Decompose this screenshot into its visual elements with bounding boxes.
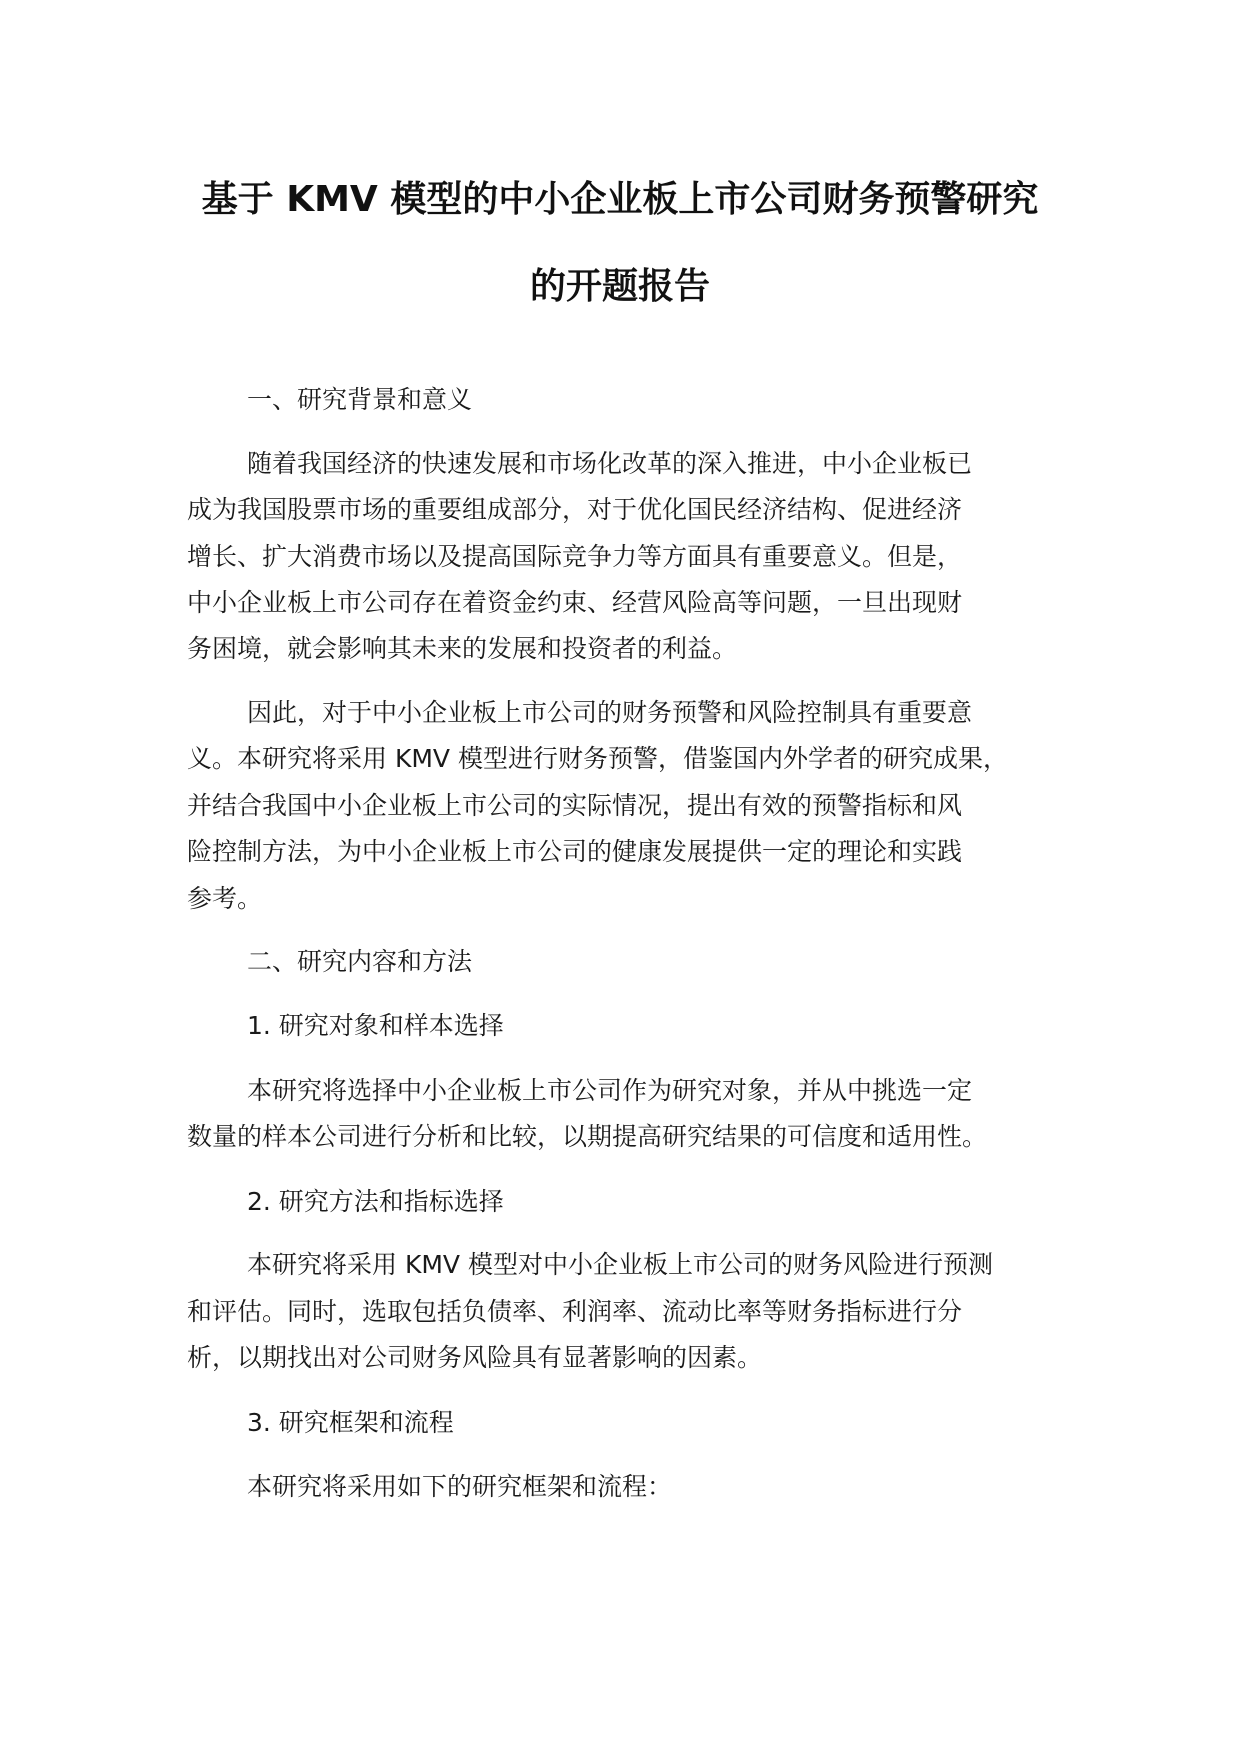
paragraph-1-line-5: 务困境，就会影响其未来的发展和投资者的利益。 xyxy=(187,634,738,663)
section-heading-1: 一、研究背景和意义 xyxy=(247,385,473,414)
paragraph-2-line-4: 险控制方法，为中小企业板上市公司的健康发展提供一定的理论和实践 xyxy=(187,837,963,866)
paragraph-1-line-2: 成为我国股票市场的重要组成部分，对于优化国民经济结构、促进经济 xyxy=(187,495,963,524)
paragraph-4-line-3: 析，以期找出对公司财务风险具有显著影响的因素。 xyxy=(187,1343,763,1372)
paragraph-4-line-1: 本研究将采用 KMV 模型对中小企业板上市公司的财务风险进行预测 xyxy=(247,1250,993,1279)
paragraph-2-line-5: 参考。 xyxy=(187,884,263,913)
paragraph-1-line-4: 中小企业板上市公司存在着资金约束、经营风险高等问题，一旦出现财 xyxy=(187,588,963,617)
paragraph-5-line-1: 本研究将采用如下的研究框架和流程： xyxy=(247,1472,673,1501)
paragraph-3-line-2: 数量的样本公司进行分析和比较，以期提高研究结果的可信度和适用性。 xyxy=(187,1122,988,1151)
section-heading-2: 二、研究内容和方法 xyxy=(247,947,473,976)
subsection-heading-1: 1. 研究对象和样本选择 xyxy=(247,1011,504,1040)
document-title-line-1: 基于 KMV 模型的中小企业板上市公司财务预警研究 xyxy=(201,179,1039,220)
paragraph-1-line-1: 随着我国经济的快速发展和市场化改革的深入推进，中小企业板已 xyxy=(247,449,973,478)
document-title-line-2: 的开题报告 xyxy=(529,266,710,307)
subsection-heading-2: 2. 研究方法和指标选择 xyxy=(247,1187,504,1216)
paragraph-2-line-2: 义。本研究将采用 KMV 模型进行财务预警，借鉴国内外学者的研究成果， xyxy=(187,744,1008,773)
paragraph-3-line-1: 本研究将选择中小企业板上市公司作为研究对象，并从中挑选一定 xyxy=(247,1076,973,1105)
paragraph-4-line-2: 和评估。同时，选取包括负债率、利润率、流动比率等财务指标进行分 xyxy=(187,1297,963,1326)
paragraph-1-line-3: 增长、扩大消费市场以及提高国际竞争力等方面具有重要意义。但是， xyxy=(187,542,963,571)
subsection-heading-3: 3. 研究框架和流程 xyxy=(247,1408,454,1437)
paragraph-2-line-1: 因此，对于中小企业板上市公司的财务预警和风险控制具有重要意 xyxy=(247,698,973,727)
paragraph-2-line-3: 并结合我国中小企业板上市公司的实际情况，提出有效的预警指标和风 xyxy=(187,791,963,820)
